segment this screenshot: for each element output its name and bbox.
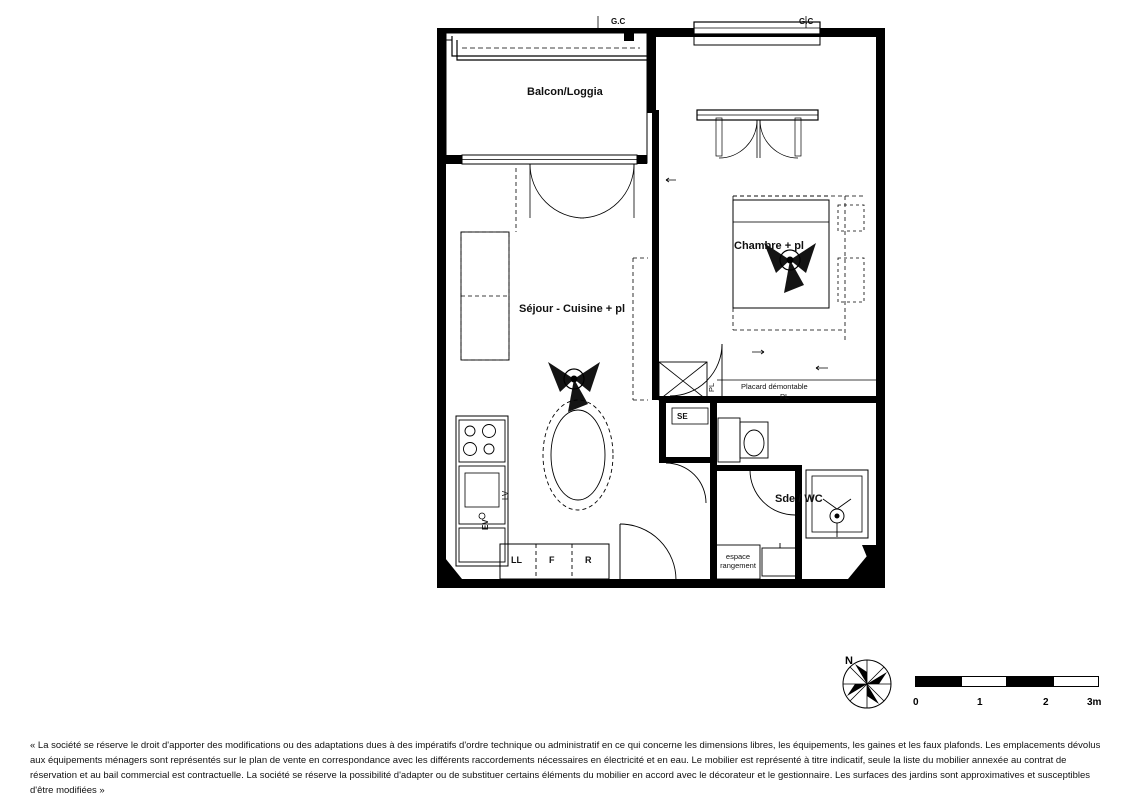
- gc-label-right: G.C: [799, 17, 814, 26]
- scale-bar: [915, 676, 1100, 688]
- gc-label-left: G.C: [611, 17, 626, 26]
- closet-area: [659, 362, 876, 400]
- bathroom-area: [666, 408, 868, 579]
- room-label-bathroom-wc: Sde / WC: [775, 493, 823, 505]
- scale-label-3: 3m: [1087, 697, 1102, 708]
- scale-label-1: 1: [977, 697, 983, 708]
- compass-north-label: N: [845, 655, 853, 667]
- room-label-balcony: Balcon/Loggia: [527, 86, 603, 98]
- scale-label-0: 0: [913, 697, 919, 708]
- interior-walls: [652, 110, 876, 588]
- label-pl-vertical: PL: [707, 382, 716, 392]
- label-ev: EV: [481, 519, 490, 530]
- bedroom-area: [666, 178, 864, 396]
- legal-disclaimer: « La société se réserve le droit d'apporter des modifications ou des adaptations dues à des impératifs d'ordre technique ou administratif en ce qui concerne les dimensions libres, les équipements, les gaines et les faux plafonds. Les emplacements dévolus aux équipements ménagers sont représentés sur le plan de vente en correspondance avec les différents raccordements nécessaires en électricité et en eau. Le mobilier est représenté à titre indicatif, seule la liste du mobilier annexée au contrat de réservation et au bail commercial est contractuelle. La société se réserve la possibilité d'adapter ou de substituer certains éléments du mobilier en accord avec le décorateur et le gestionnaire. Les surfaces des jardins sont approximatives et susceptibles d'être modifiées »: [30, 740, 1101, 796]
- room-label-bedroom: Chambre + pl: [734, 240, 804, 252]
- room-label-living-kitchen: Séjour - Cuisine + pl: [519, 303, 626, 315]
- label-se: SE: [677, 412, 688, 421]
- label-placard-demontable: Placard démontable: [741, 382, 808, 391]
- ceiling-fan-living: [548, 362, 600, 412]
- scale-label-2: 2: [1043, 697, 1049, 708]
- bedroom-french-door: [697, 110, 818, 158]
- label-pl: PL: [780, 392, 790, 401]
- balcony-area: [439, 33, 647, 164]
- label-espace-rangement: espace rangement: [720, 552, 756, 570]
- compass-rose: [841, 658, 893, 710]
- living-kitchen-area: [456, 164, 676, 580]
- label-lv: LV: [501, 490, 510, 500]
- label-ll: LL: [511, 555, 522, 565]
- label-f: F: [549, 555, 555, 565]
- label-r: R: [585, 555, 592, 565]
